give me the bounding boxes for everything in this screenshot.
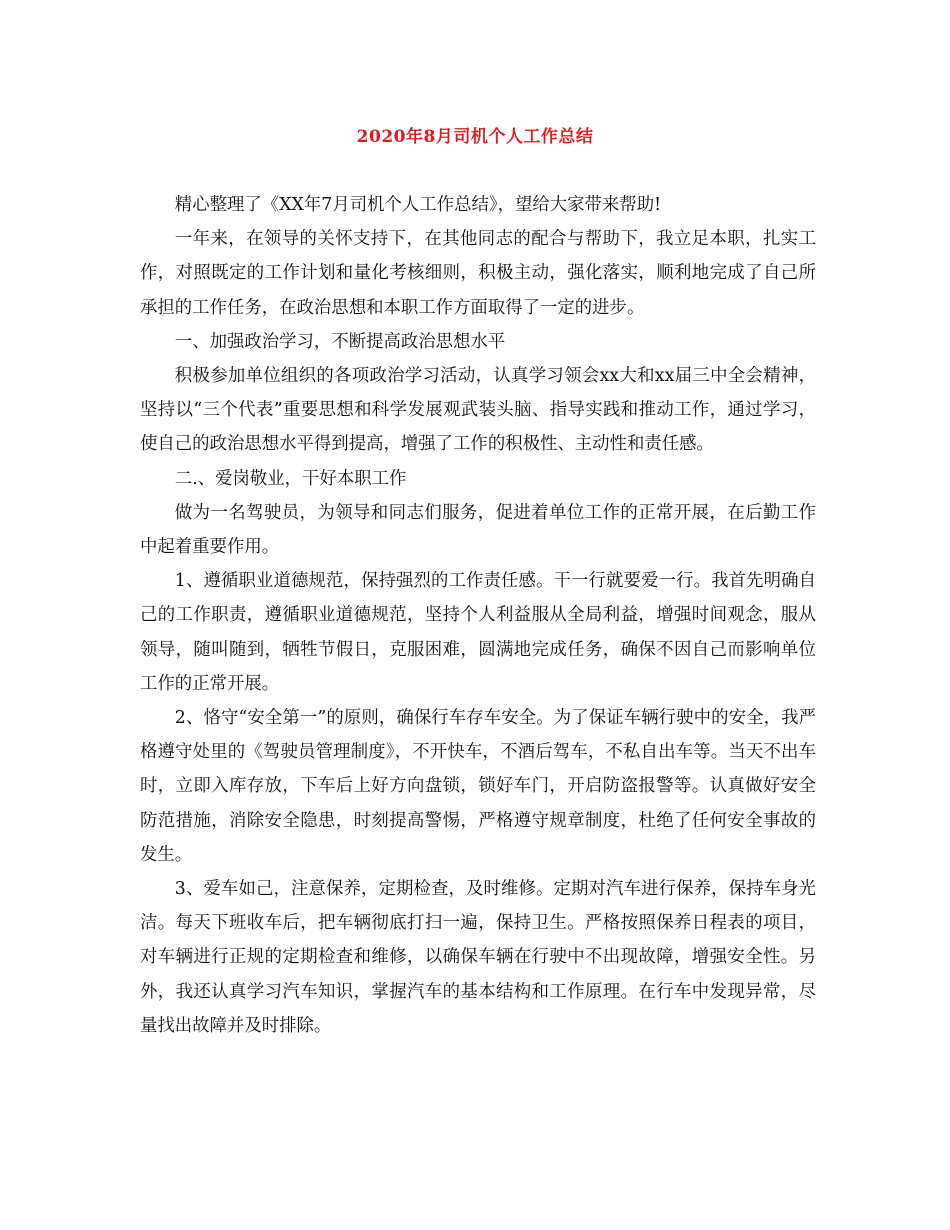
summary-paragraph: 一年来，在领导的关怀支持下，在其他同志的配合与帮助下，我立足本职，扎实工作，对照既定的工作计划和量化考核细则，积极主动，强化落实，顺利地完成了自己所承担的工作任务，在政治思想和本职工作方面取得了一定的进步。 [140,229,816,318]
item-1-paragraph: 1、遵循职业道德规范，保持强烈的工作责任感。干一行就要爱一行。我首先明确自己的工作职责，遵循职业道德规范，坚持个人利益服从全局利益，增强时间观念，服从领导，随叫随到，牺牲节假日，克服困难，圆满地完成任务，确保不因自己而影响单位工作的正常开展。 [140,571,816,694]
document-body [140,188,816,1043]
section-heading-political-study: 一、加强政治学习，不断提高政治思想水平 [174,331,506,352]
item-3-paragraph: 3、爱车如己，注意保养，定期检查，及时维修。定期对汽车进行保养，保持车身光洁。每天下班收车后，把车辆彻底打扫一遍，保持卫生。严格按照保养日程表的项目，对车辆进行正规的定期检查和维修，以确保车辆在行驶中不出现故障，增强安全性。另外，我还认真学习汽车知识，掌握汽车的基本结构和工作原理。在行车中发现异常，尽量找出故障并及时排除。 [140,879,816,1036]
item-2-paragraph: 2、恪守“安全第一”的原则，确保行车存车安全。为了保证车辆行驶中的安全，我严格遵守处里的《驾驶员管理制度》，不开快车，不酒后驾车，不私自出车等。当天不出车时，立即入库存放，下车后上好方向盘锁，锁好车门，开启防盗报警等。认真做好安全防范措施，消除安全隐患，时刻提高警惕，严格遵守规章制度，杜绝了任何安全事故的发生。 [140,708,816,865]
document-title: 2020年8月司机个人工作总结 [356,127,594,147]
section-heading-dedication: 二.、爱岗敬业，干好本职工作 [174,468,407,489]
driver-role-paragraph: 做为一名驾驶员，为领导和同志们服务，促进着单位工作的正常开展，在后勤工作中起着重要作用。 [140,502,816,558]
intro-paragraph: 精心整理了《XX年7月司机个人工作总结》，望给大家带来帮助! [174,195,662,215]
political-study-paragraph: 积极参加单位组织的各项政治学习活动，认真学习领会xx大和xx届三中全会精神，坚持以“三个代表”重要思想和科学发展观武装头脑、指导实践和推动工作，通过学习，使自己的政治思想水平得到提高，增强了工作的积极性、主动性和责任感。 [140,366,816,455]
